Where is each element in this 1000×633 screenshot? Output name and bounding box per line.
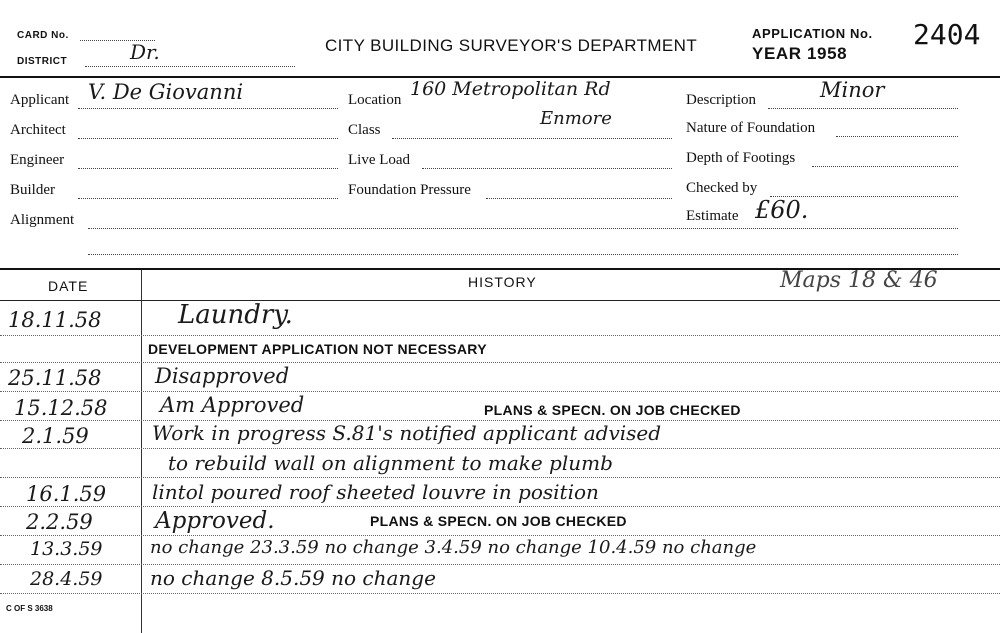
row-line	[0, 362, 1000, 363]
date-column-divider	[141, 270, 142, 633]
department-title: CITY BUILDING SURVEYOR'S DEPARTMENT	[325, 36, 698, 55]
location-label: Location	[348, 92, 402, 108]
history-row-date: 25.11.58	[8, 366, 102, 390]
history-row-text: to rebuild wall on alignment to make plumb	[168, 451, 613, 475]
row-line	[0, 335, 1000, 336]
live-load-label: Live Load	[348, 152, 411, 168]
history-row-text: Approved.	[155, 508, 275, 534]
row-line	[0, 391, 1000, 392]
engineer-label: Engineer	[10, 152, 65, 168]
engineer-line	[78, 168, 338, 169]
history-header-line	[0, 300, 1000, 301]
row-line	[0, 448, 1000, 449]
location-value-suburb: Enmore	[540, 108, 612, 129]
history-row-stamp: DEVELOPMENT APPLICATION NOT NECESSARY	[148, 341, 487, 357]
checked-by-label: Checked by	[686, 180, 758, 196]
location-value: 160 Metropolitan Rd	[410, 78, 611, 100]
class-label: Class	[348, 122, 381, 138]
foundation-pressure-line	[486, 198, 672, 199]
history-row-text: no change 8.5.59 no change	[150, 566, 436, 590]
district-line	[85, 66, 295, 67]
foundation-pressure-label: Foundation Pressure	[348, 182, 471, 198]
district-label: DISTRICT	[17, 56, 68, 67]
alignment-label: Alignment	[10, 212, 75, 228]
applicant-value: V. De Giovanni	[88, 80, 244, 104]
history-row-date: 28.4.59	[30, 568, 103, 590]
architect-line	[78, 138, 338, 139]
architect-label: Architect	[10, 122, 66, 138]
form-code: C OF S 3638	[6, 604, 53, 613]
builder-line	[78, 198, 338, 199]
live-load-line	[422, 168, 672, 169]
history-row-text: Am Approved	[160, 393, 305, 417]
application-number: 2404	[913, 18, 981, 51]
history-row-text: Work in progress S.81's notified applicant advised	[152, 421, 662, 445]
history-row-stamp: PLANS & SPECN. ON JOB CHECKED	[484, 402, 741, 418]
description-line	[768, 108, 958, 109]
application-label: APPLICATION No.	[752, 26, 873, 41]
description-label: Description	[686, 92, 756, 108]
history-header: HISTORY	[468, 274, 537, 290]
row-line	[0, 506, 1000, 507]
estimate-label: Estimate	[686, 208, 739, 224]
class-line	[392, 138, 672, 139]
applicant-line	[78, 108, 338, 109]
district-value: Dr.	[130, 40, 160, 64]
history-row-date: 13.3.59	[30, 538, 103, 560]
depth-footings-label: Depth of Footings	[686, 150, 796, 166]
nature-foundation-line	[836, 136, 958, 137]
history-row-date: 2.2.59	[26, 510, 93, 534]
history-row-text: Laundry.	[178, 300, 293, 330]
card-no-label: CARD No.	[17, 30, 69, 41]
nature-foundation-label: Nature of Foundation	[686, 120, 816, 136]
row-line	[0, 477, 1000, 478]
date-header: DATE	[48, 278, 89, 294]
description-value: Minor	[820, 78, 885, 102]
estimate-value: £60.	[755, 196, 809, 224]
history-row-date: 15.12.58	[14, 396, 108, 420]
row-line	[0, 535, 1000, 536]
row-line	[0, 593, 1000, 594]
history-row-text: Disapproved	[155, 364, 290, 388]
year-label: YEAR 1958	[752, 44, 848, 63]
alignment-line	[88, 228, 958, 229]
map-reference: Maps 18 & 46	[780, 268, 938, 293]
row-line	[0, 564, 1000, 565]
history-row-date: 18.11.58	[8, 308, 102, 332]
history-row-date: 2.1.59	[22, 424, 89, 448]
history-row-text: no change 23.3.59 no change 3.4.59 no change 10.4.59 no change	[150, 537, 757, 558]
history-row-text: lintol poured roof sheeted louvre in position	[152, 480, 599, 504]
alignment-line-2	[88, 254, 958, 255]
applicant-label: Applicant	[10, 92, 70, 108]
builder-label: Builder	[10, 182, 55, 198]
history-row-date: 16.1.59	[26, 482, 107, 506]
depth-footings-line	[812, 166, 958, 167]
history-row-stamp: PLANS & SPECN. ON JOB CHECKED	[370, 513, 627, 529]
